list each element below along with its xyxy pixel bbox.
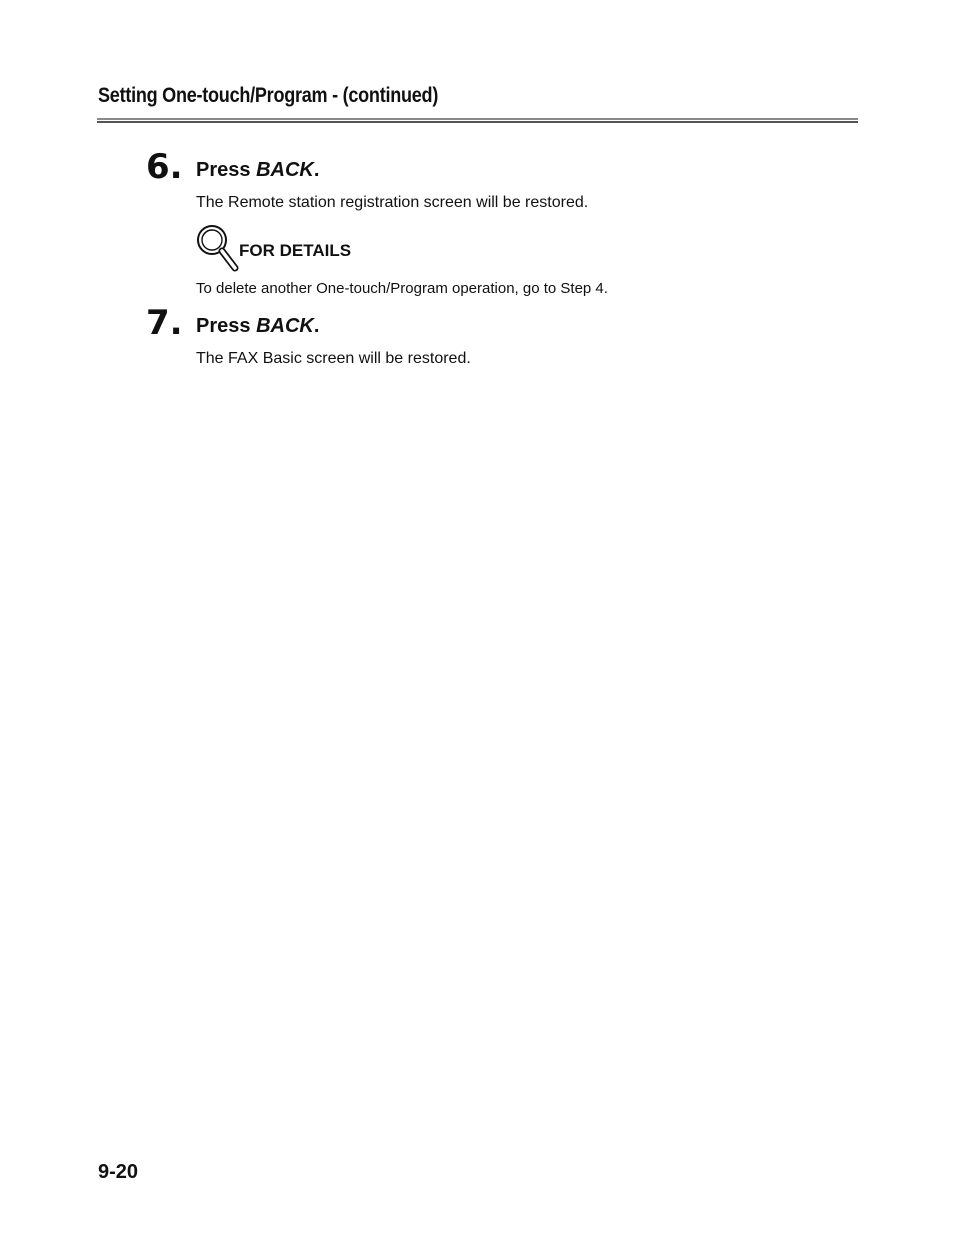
step-7-description: The FAX Basic screen will be restored. — [196, 350, 471, 367]
step-6-title-keyword: BACK — [256, 159, 314, 181]
step-6-number: 6. — [146, 147, 183, 187]
step-6-title — [196, 160, 319, 180]
step-7-number: 7. — [146, 303, 183, 343]
step-7-title-prefix: Press — [196, 315, 257, 337]
step-6-description: The Remote station registration screen will be restored. — [196, 194, 589, 211]
step-6-title-prefix: Press — [196, 159, 257, 181]
step-7-title — [196, 316, 319, 336]
for-details-label: FOR DETAILS — [239, 241, 352, 260]
step-7-title-keyword: BACK — [256, 315, 314, 337]
page-number: 9-20 — [98, 1161, 139, 1183]
step-7-title-suffix: . — [313, 315, 320, 337]
header-divider — [97, 118, 858, 123]
step-6-title-suffix: . — [313, 159, 320, 181]
for-details-text: To delete another One-touch/Program operation, go to Step 4. — [196, 280, 608, 297]
page-header-title: Setting One-touch/Program - (continued) — [98, 84, 439, 107]
magnifier-icon — [194, 224, 240, 272]
